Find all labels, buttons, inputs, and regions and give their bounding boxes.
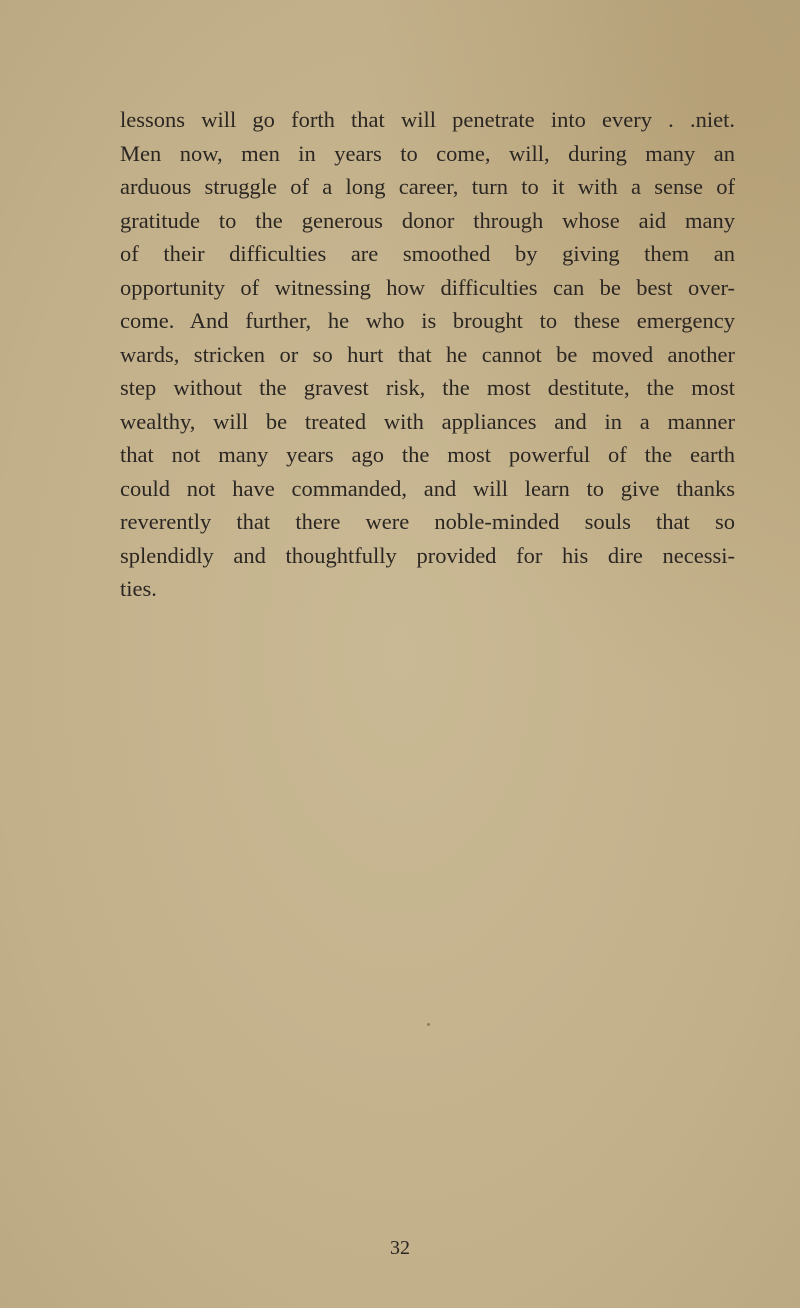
text-line: gratitude to the generous donor through whose aid many (120, 207, 735, 233)
text-line: wards, stricken or so hurt that he cannot be moved another (120, 341, 735, 367)
page-number: 32 (390, 1237, 410, 1259)
text-line: splendidly and thoughtfully provided for his dire necessi- (120, 542, 735, 568)
text-line: reverently that there were noble-minded souls that so (120, 509, 735, 534)
body-text (120, 103, 735, 606)
text-line: could not have commanded, and will learn to give thanks (120, 475, 735, 501)
paper-speck (427, 1023, 430, 1026)
text-line: come. And further, he who is brought to these emergency (120, 308, 735, 333)
text-line: arduous struggle of a long career, turn to it with a sense of (120, 174, 735, 199)
text-line: Men now, men in years to come, will, during many an (120, 140, 735, 166)
text-line: wealthy, will be treated with appliances and in a manner (120, 408, 735, 434)
text-line-last: ties. (120, 576, 157, 601)
text-line: of their difficulties are smoothed by giving them an (120, 241, 735, 266)
text-line: lessons will go forth that will penetrate into every . .niet. (120, 107, 735, 132)
text-line: that not many years ago the most powerful of the earth (120, 442, 735, 467)
text-line: opportunity of witnessing how difficulties can be best over- (120, 274, 735, 300)
text-line: step without the gravest risk, the most destitute, the most (120, 375, 735, 400)
